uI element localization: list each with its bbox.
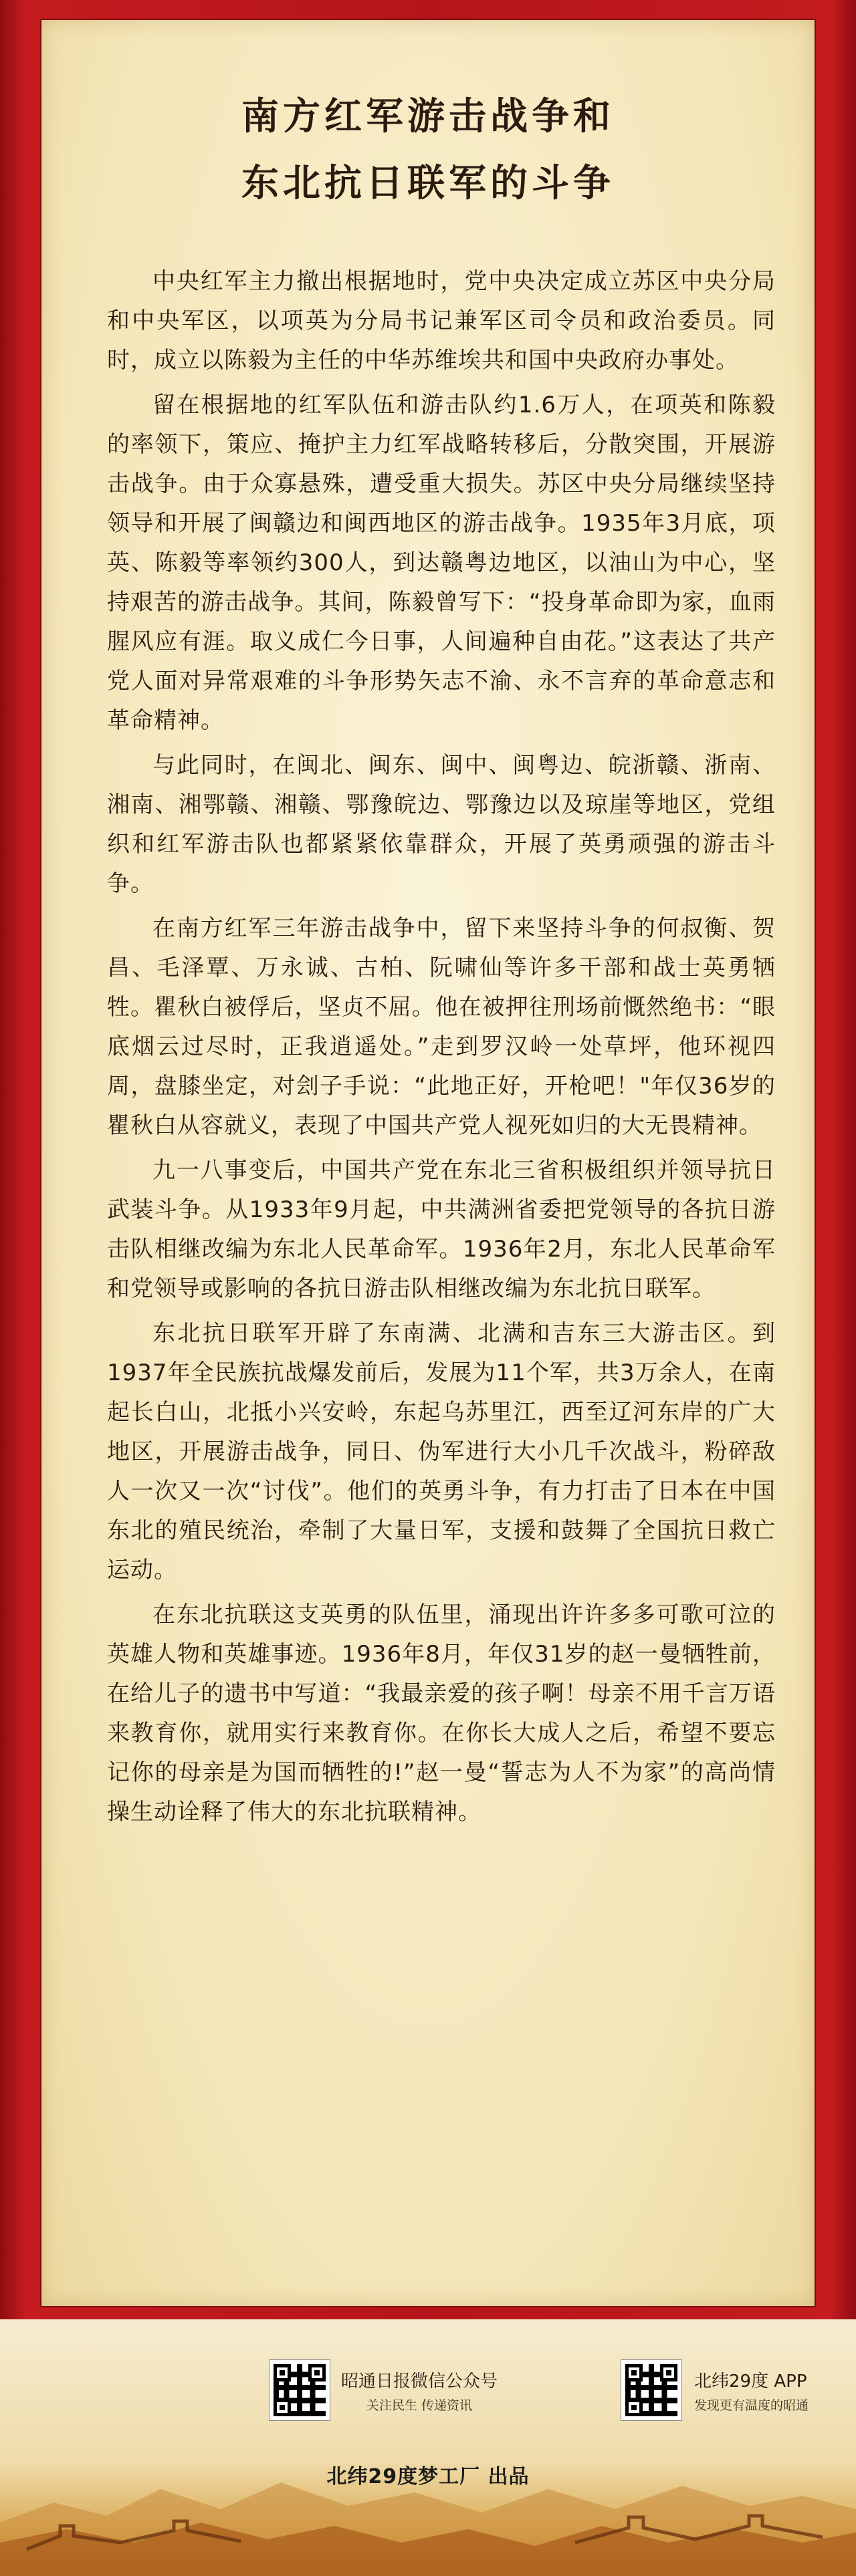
paragraph: 在南方红军三年游击战争中，留下来坚持斗争的何叔衡、贺昌、毛泽覃、万永诚、古柏、阮啸仙等许多干部和战士英勇牺牲。瞿秋白被俘后，坚贞不屈。他在被押往刑场前慨然绝书：“眼底烟云过尽时，正我逍遥处。”走到罗汉岭一处草坪，他环视四周，盘膝坐定，对刽子手说：“此地正好，开枪吧！"年仅36岁的瞿秋白从容就义，表现了中国共产党人视死如归的大无畏精神。 — [107, 915, 776, 1139]
app-slogan: 发现更有温度的昭通 — [694, 2398, 809, 2413]
page-title-line-2: 东北抗日联军的斗争 — [241, 162, 615, 205]
wechat-account-name: 昭通日报微信公众号 — [341, 2371, 498, 2392]
page-title-line-1: 南方红军游击战争和 — [241, 95, 615, 138]
article-body — [107, 262, 776, 1837]
paragraph: 东北抗日联军开辟了东南满、北满和吉东三大游击区。到1937年全民族抗战爆发前后，发展为11个军，共3万余人，在南起长白山，北抵小兴安岭，东起乌苏里江，西至辽河东岸的广大地区，开展游击战争，同日、伪军进行大小几千次战斗，粉碎敌人一次又一次“讨伐”。他们的英勇斗争，有力打击了日本在中国东北的殖民统治，牵制了大量日军，支援和鼓舞了全国抗日救亡运动。 — [107, 1320, 776, 1583]
article-paper — [41, 20, 815, 2306]
paragraph: 留在根据地的红军队伍和游击队约1.6万人，在项英和陈毅的率领下，策应、掩护主力红军战略转移后，分散突围，开展游击战争。由于众寡悬殊，遭受重大损失。苏区中央分局继续坚持领导和开展了闽赣边和闽西地区的游击战争。1935年3月底，项英、陈毅等率领约300人，到达赣粤边地区，以油山为中心，坚持艰苦的游击战争。其间，陈毅曾写下：“投身革命即为家，血雨腥风应有涯。取义成仁今日事，人间遍种自由花。”这表达了共产党人面对异常艰难的斗争形势矢志不渝、永不言弃的革命意志和革命精神。 — [107, 392, 776, 734]
producer-credit: 北纬29度梦工厂 出品 — [326, 2465, 530, 2488]
paragraph: 九一八事变后，中国共产党在东北三省积极组织并领导抗日武装斗争。从1933年9月起，中共满洲省委把党领导的各抗日游击队相继改编为东北人民革命军。1936年2月，东北人民革命军和党领导或影响的各抗日游击队相继改编为东北抗日联军。 — [107, 1157, 776, 1302]
app-qr-code[interactable] — [621, 2359, 682, 2421]
paragraph: 与此同时，在闽北、闽东、闽中、闽粤边、皖浙赣、浙南、湘南、湘鄂赣、湘赣、鄂豫皖边、鄂豫边以及琼崖等地区，党组织和红军游击队也都紧紧依靠群众，开展了英勇顽强的游击斗争。 — [107, 752, 776, 897]
wechat-account-slogan: 关注民生 传递资讯 — [366, 2398, 473, 2413]
paragraph: 在东北抗联这支英勇的队伍里，涌现出许许多多可歌可泣的英雄人物和英雄事迹。1936年8月，年仅31岁的赵一曼牺牲前，在给儿子的遗书中写道：“我最亲爱的孩子啊！母亲不用千言万语来教育你，就用实行来教育你。在你长大成人之后，希望不要忘记你的母亲是为国而牺牲的!”赵一曼“誓志为人不为家”的高尚情操生动诠释了伟大的东北抗联精神。 — [107, 1601, 776, 1825]
paragraph: 中央红军主力撤出根据地时，党中央决定成立苏区中央分局和中央军区，以项英为分局书记兼军区司令员和政治委员。同时，成立以陈毅为主任的中华苏维埃共和国中央政府办事处。 — [107, 268, 776, 374]
footer — [0, 2319, 856, 2576]
app-name: 北纬29度 APP — [694, 2371, 807, 2392]
wechat-qr-code[interactable] — [269, 2359, 330, 2421]
